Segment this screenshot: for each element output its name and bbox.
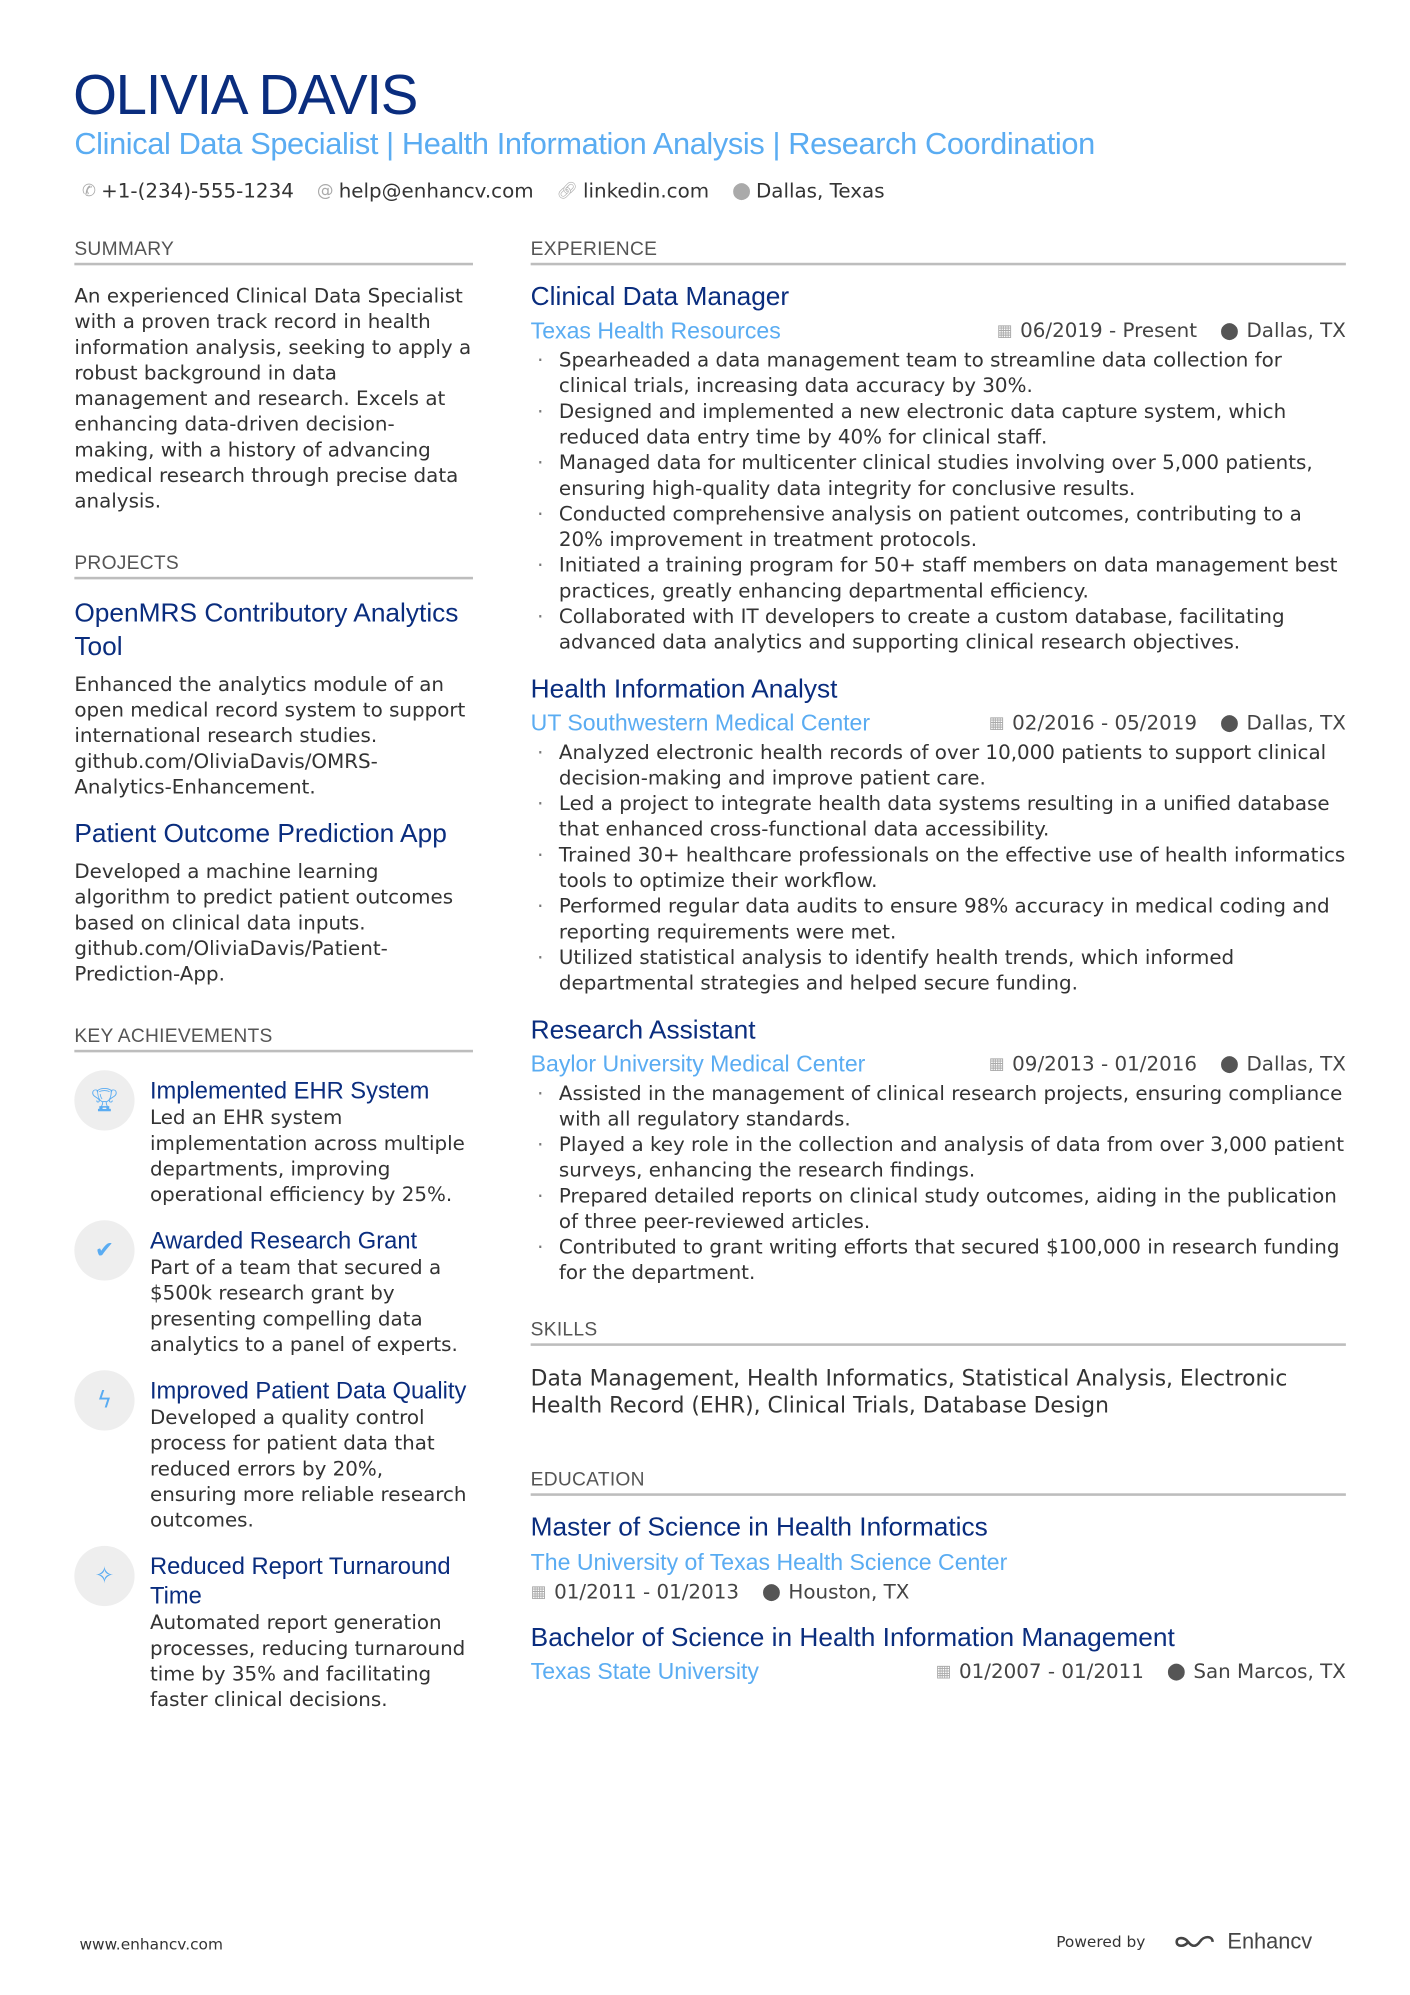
- powered-by: Powered by: [1056, 1932, 1146, 1951]
- check-icon: ✔: [74, 1220, 134, 1280]
- email[interactable]: help@enhancv.com: [338, 179, 534, 203]
- achievement-item: [74, 1375, 473, 1533]
- school: The University of Texas Health Science Center: [530, 1549, 1008, 1576]
- brand-name: Enhancv: [1227, 1929, 1313, 1954]
- bullet: · Conducted comprehensive analysis on patient outcomes, contributing to a 20% improvement in treatment protocols.: [531, 501, 1346, 552]
- job-location: Dallas, TX: [1246, 319, 1346, 343]
- magic-wand-icon: ✧: [74, 1546, 134, 1606]
- link-icon: 🔗︎: [556, 181, 578, 201]
- summary-heading: SUMMARY: [74, 238, 473, 265]
- bullet: · Analyzed electronic health records of over 10,000 patients to support clinical decision-making and improve patient care.: [531, 740, 1346, 791]
- achievement-desc: Developed a quality control process for patient data that reduced errors by 20%, ensuring more reliable research outcomes.: [149, 1406, 467, 1532]
- job-entry: [531, 1014, 1346, 1286]
- calendar-icon: ▦: [996, 321, 1013, 341]
- trophy-icon: 🏆︎: [74, 1070, 134, 1130]
- bullet: · Managed data for multicenter clinical studies involving over 5,000 patients, ensuring high-quality data integrity for conclusive results.: [531, 450, 1346, 501]
- bullet: · Prepared detailed reports on clinical study outcomes, aiding in the publication of three peer-reviewed articles.: [531, 1183, 1346, 1234]
- projects-heading: PROJECTS: [74, 552, 473, 579]
- calendar-icon: ▦: [530, 1582, 547, 1602]
- job-entry: [531, 673, 1346, 996]
- job-bullets: [531, 1081, 1346, 1286]
- enhancv-logo-icon: [1171, 1930, 1217, 1953]
- achievement-item: [74, 1225, 473, 1357]
- footer-site[interactable]: www.enhancv.com: [79, 1935, 223, 1954]
- degree: Master of Science in Health Informatics: [530, 1512, 988, 1543]
- edu-dates: 01/2011 - 01/2013: [554, 1580, 739, 1604]
- achievement-desc: Led an EHR system implementation across multiple departments, improving operational efficiency by 25%.: [149, 1106, 465, 1207]
- job-title: Clinical Data Manager: [530, 281, 790, 312]
- project-item: [74, 597, 473, 800]
- location-icon: ⬤: [1220, 713, 1239, 733]
- job-location: Dallas, TX: [1246, 1052, 1346, 1076]
- job-title: Research Assistant: [530, 1015, 756, 1045]
- education-item: [531, 1621, 1346, 1688]
- bolt-icon: ϟ: [74, 1370, 134, 1430]
- location-icon: ⬤: [762, 1582, 781, 1602]
- school: Texas State University: [530, 1658, 759, 1684]
- calendar-icon: ▦: [988, 1054, 1005, 1074]
- bullet: · Spearheaded a data management team to streamline data collection for clinical trials, increasing data accuracy by 30%.: [531, 347, 1346, 398]
- location-icon: ⬤: [1166, 1661, 1186, 1682]
- edu-location: San Marcos, TX: [1193, 1659, 1346, 1684]
- bullet: · Performed regular data audits to ensure 98% accuracy in medical coding and reporting requirements were met.: [531, 893, 1346, 944]
- bullet: · Contributed to grant writing efforts that secured $100,000 in research funding for the department.: [531, 1234, 1346, 1285]
- achievement-item: [74, 1075, 473, 1207]
- achievement-item: [74, 1551, 473, 1713]
- company: Texas Health Resources: [530, 317, 781, 343]
- calendar-icon: ▦: [935, 1661, 952, 1682]
- achievement-desc: Part of a team that secured a $500k research grant by presenting compelling data analytics to a panel of experts.: [149, 1256, 458, 1357]
- location-icon: ⬤: [1220, 321, 1239, 341]
- candidate-name: OLIVIA DAVIS: [73, 64, 418, 127]
- project-name: Patient Outcome Prediction App: [74, 819, 447, 849]
- skills-heading: SKILLS: [531, 1319, 1346, 1346]
- project-desc: Enhanced the analytics module of an open medical record system to support international research studies. github.com/OliviaDavis/OMRS-Analytics-Enhancement.: [74, 672, 466, 799]
- calendar-icon: ▦: [988, 713, 1005, 733]
- company: UT Southwestern Medical Center: [530, 709, 871, 736]
- project-name: OpenMRS Contributory Analytics Tool: [74, 598, 459, 662]
- achievement-title: Implemented EHR System: [149, 1076, 430, 1104]
- bullet: · Trained 30+ healthcare professionals on the effective use of health informatics tools to optimize their workflow.: [531, 842, 1346, 893]
- achievement-title: Reduced Report Turnaround Time: [149, 1552, 451, 1609]
- project-item: [74, 818, 473, 987]
- location-icon: ⬤: [732, 181, 751, 201]
- skills-text: Data Management, Health Informatics, Statistical Analysis, Electronic Health Record (EHR), Clinical Trials, Database Design: [530, 1366, 1288, 1419]
- bullet: · Designed and implemented a new electronic data capture system, which reduced data entry time by 40% for clinical staff.: [531, 399, 1346, 450]
- experience-heading: EXPERIENCE: [531, 238, 1346, 265]
- job-dates: 06/2019 - Present: [1020, 319, 1198, 343]
- bullet: · Led a project to integrate health data systems resulting in a unified database that enhanced cross-functional data accessibility.: [531, 791, 1346, 842]
- at-icon: @: [316, 181, 334, 201]
- footer-powered: [1056, 1929, 1312, 1955]
- company: Baylor University Medical Center: [530, 1050, 866, 1077]
- edu-location: Houston, TX: [788, 1580, 910, 1604]
- project-desc: Developed a machine learning algorithm to predict patient outcomes based on clinical data inputs. github.com/OliviaDavis/Patient-Prediction-App.: [74, 860, 454, 986]
- right-column: [531, 238, 1346, 1688]
- job-entry: [531, 281, 1346, 655]
- phone-icon: ✆: [82, 181, 97, 201]
- location: Dallas, Texas: [755, 179, 885, 203]
- headline: Clinical Data Specialist | Health Information Analysis | Research Coordination: [74, 126, 1095, 162]
- job-bullets: [531, 347, 1346, 655]
- location-icon: ⬤: [1220, 1054, 1239, 1074]
- left-column: [74, 238, 473, 1730]
- bullet: · Utilized statistical analysis to identify health trends, which informed departmental strategies and helped secure funding.: [531, 945, 1346, 996]
- job-location: Dallas, TX: [1246, 711, 1346, 735]
- edu-dates: 01/2007 - 01/2011: [959, 1659, 1144, 1684]
- education-heading: EDUCATION: [531, 1469, 1346, 1496]
- degree: Bachelor of Science in Health Information Management: [530, 1622, 1175, 1653]
- education-item: [531, 1511, 1346, 1603]
- bullet: · Played a key role in the collection and analysis of data from over 3,000 patient surveys, enhancing the research findings.: [531, 1132, 1346, 1183]
- job-bullets: [531, 740, 1346, 996]
- linkedin[interactable]: linkedin.com: [582, 179, 710, 203]
- achievement-title: Improved Patient Data Quality: [149, 1376, 467, 1404]
- bullet: · Collaborated with IT developers to create a custom database, facilitating advanced data analytics and supporting clinical research objectives.: [531, 604, 1346, 655]
- achievement-title: Awarded Research Grant: [149, 1226, 418, 1254]
- enhancv-logo: [1171, 1929, 1312, 1955]
- bullet: · Assisted in the management of clinical research projects, ensuring compliance with all regulatory standards.: [531, 1081, 1346, 1132]
- achievements-heading: KEY ACHIEVEMENTS: [74, 1025, 473, 1052]
- summary-text: An experienced Clinical Data Specialist with a proven track record in health information analysis, seeking to apply a robust background in data management and research. Excels at enhancing data-driven decision-making, with a history of advancing medical research through precise data analysis.: [74, 284, 472, 513]
- phone: +1-(234)-555-1234: [101, 179, 294, 203]
- job-dates: 09/2013 - 01/2016: [1012, 1052, 1198, 1076]
- bullet: · Initiated a training program for 50+ staff members on data management best practices, greatly enhancing departmental efficiency.: [531, 552, 1346, 603]
- job-dates: 02/2016 - 05/2019: [1012, 711, 1198, 735]
- contact-info: [82, 179, 885, 202]
- achievement-desc: Automated report generation processes, reducing turnaround time by 35% and facilitating faster clinical decisions.: [149, 1611, 466, 1712]
- job-title: Health Information Analyst: [530, 674, 838, 704]
